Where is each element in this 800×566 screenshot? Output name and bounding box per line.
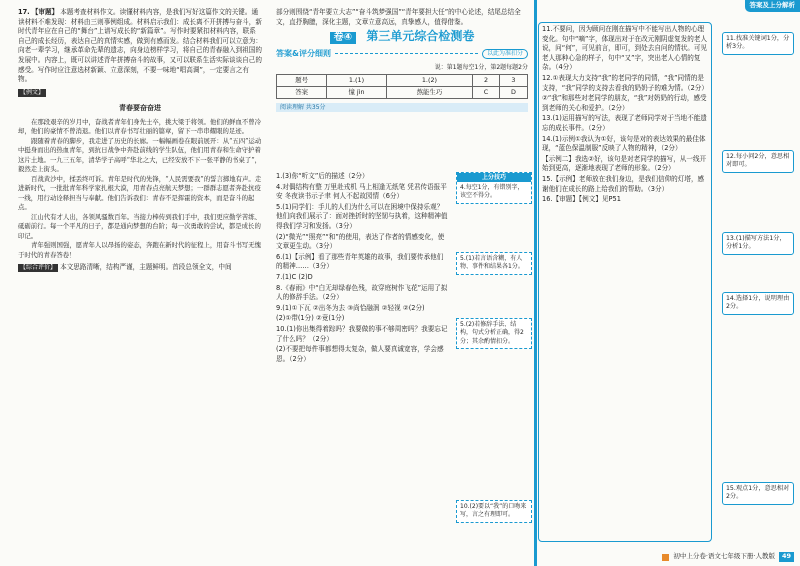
- answer-item: (2)“微光”“照亮”“和”的使用，表达了作者的情感变化，使文章更生动。（3分）: [276, 232, 445, 251]
- table-cell: 1.(2): [386, 75, 472, 87]
- answer-item: 16.【审题】【例文】见P51: [542, 195, 621, 204]
- essay-paragraph: 青年强则国强，愿青年人以昂扬的姿态，奔跑在新时代的征程上，用奋斗书写无愧于时代的青春答卷！: [18, 241, 262, 259]
- score-note: 说：第1题每空1分，第2题每题2分: [434, 63, 528, 71]
- page-number: 49: [779, 552, 794, 562]
- tip-box: [456, 318, 532, 349]
- answer-bar-label: 答案&评分细则: [276, 48, 331, 58]
- subsection-bar: 阅读理解 共35分: [276, 103, 528, 112]
- answer-item: 4.对偶结构有整 万里赴戎机 马上相逢无纸笔 凭君传语报平安 冬夜读书示子聿 何人不起故园情（6分）: [276, 182, 447, 201]
- footer-text: 初中上分卷·语文七年级下册·人教版: [673, 552, 775, 561]
- essay-paragraph: 江山代有才人出，各领风骚数百年。当接力棒传到我们手中，我们更应勤学苦练、砥砺前行。每一个平凡的日子，都是通向梦想的台阶；每一次勇敢的尝试，都是成长的印记。: [18, 212, 262, 240]
- tip-box: [456, 172, 532, 204]
- sheet-title: [276, 29, 528, 44]
- review-block: [18, 263, 262, 273]
- answer-item: 15.【示例】老师放在我们身边，是我们信仰的灯塔，感谢他们在成长的路上给我们的帮助。（3分）: [542, 174, 705, 193]
- essay-paragraph: 百战黄沙中，揉丢终可诉。青年是时代的先锋，“人民需要我”的誓言掷地有声。走进新时代，一批批青年科学家扎根大漠，用青春点亮航天梦想；一群群志愿者奔赴抗疫一线，用行动诠释担当与奉献。他们告诉我们：青春不是挥霍的资本，而是奋斗的起点。: [18, 174, 262, 212]
- answer-item: 10.(1)你出集得着踪吗？我要做的事不够周密吗？我要忘记了什么吗？（2分）: [276, 324, 448, 343]
- answer-item: ②“我”和那些对老同学的朋友，“我”对奶奶的行动，感受到老师的关心和爱护。（2分）: [542, 94, 707, 112]
- essay-title: 青春要奋奋进: [119, 103, 161, 113]
- answer-item: 12.①表现大力支持“我”的老同学的同情，“我”同情的是支持，“我”同学的支持去看我的奶奶子的难为情。（2分）: [542, 73, 708, 92]
- tip-box-head: 上分技巧: [457, 173, 531, 182]
- right-answers: [538, 22, 712, 542]
- answer-item: 6.(1)【示例】看了那些青年英雄的故事，我们要传承他们的精神……（3分）: [276, 252, 444, 271]
- score-tip: 13.(1)描写方法1分，分析1分。: [722, 232, 794, 255]
- q17-text: 本题考查材料作文。读懂材料内容，是我们写好这篇作文的关键。通读材料不难发现：材料由三则事例组成。材料启示我们：成长离不开拼搏与奋斗，新时代青年应在自己的“舞台”上谱写成长的“新篇章”。写作时要紧扣材料内容，联系自己的成长经历，表达自己的真情实感，做到有感而发。结合材料我们可以立意为：向老一辈学习，继承革命先辈的遗志，向身边榜样学习，将自己的青春融入到祖国的发展中。内容上，既可以讲述青年拼搏奋斗的故事，又可以联系生活实际谈谈自己的感受。写作时应注意选材新颖、立意深刻，不要一味地“唱高调”，一定要言之有物。: [18, 8, 262, 84]
- answer-item: (2)不要把每件事都想得太复杂，做人要真诚宽容，学会感恩。（2分）: [276, 345, 444, 363]
- answer-item: 11.不要问，因为顾问在刚在描写中不能写出人物的心理变化。句中“嘀”字，体现出对于在改元刚阴虚复发的老人说，问“何”，可见前言，即可，到处去自问的情状。可见老人那种心急的样子，句中“又”字，突出老人心情的复杂。（4分）: [542, 25, 708, 72]
- score-tip: 14.选择1分，说明理由2分。: [722, 292, 794, 315]
- table-cell: 题号: [277, 75, 327, 87]
- answer-table: [276, 74, 528, 99]
- tip-box-text: 10.(2)要以“我”的口吻来写，言之有理即可。: [460, 503, 527, 519]
- tip-box-text: 5.(2)若修辞手法、结构，句式分析正确，得2分；其余酌情扣分。: [460, 321, 524, 345]
- answer-bar-pill: 以此为准扣分: [482, 49, 528, 59]
- essay-paragraph: 跟随着青春的脚步，我走进了历史的长廊。一幅幅画卷在眼前展开：从“五四”运动中挺身而出的热血青年，到抗日战争中奔赴前线的学生队伍，他们用青春和生命守护着这片土地。一九三五年，清华学子高呼“华北之大，已经安放不下一张平静的书桌了”，毅然走上街头。: [18, 136, 262, 174]
- answer-bar: [276, 48, 528, 60]
- answer-bar-line: [335, 53, 478, 54]
- answer-item: 1.(3)你“听文”后的描述（2分）: [276, 172, 369, 180]
- tip-box: [456, 252, 532, 275]
- middle-column: [270, 0, 532, 566]
- essay-body: [18, 118, 262, 261]
- answer-item: 7.(1)C (2)D: [276, 272, 313, 281]
- q17-tag: 【审题】: [31, 8, 59, 16]
- left-column: [0, 0, 268, 566]
- answer-item: 【示例二】我选②好，该句是对老同学的描写，从一线开始到更高，逐渐地表现了老师的形象。（2分）: [542, 154, 707, 173]
- answer-item: (2)①带(1分) ②竟(1分): [276, 314, 345, 323]
- table-row: [277, 87, 528, 99]
- page-footer: [662, 552, 794, 562]
- table-cell: 1.(1): [327, 75, 386, 87]
- table-cell: C: [473, 87, 500, 99]
- review-tag: 【综合评价】: [20, 264, 57, 272]
- tip-box-text: 5.(1)若言语含糊，有人物、事件和结果各1分。: [460, 255, 524, 271]
- table-cell: 答案: [277, 87, 327, 99]
- example-tag: 【例文】: [20, 88, 45, 96]
- middle-questions: [276, 172, 448, 365]
- table-row: [277, 75, 528, 87]
- essay-paragraph: 在那段艰辛的岁月中，奋战者青年们身先士卒，挑大梁于将领。他们的鲜血不曾冷却，他们的豪情不曾消退。他们以青春书写壮丽的篇章，留下一串串耀眼的足迹。: [18, 117, 262, 136]
- tip-box: [456, 500, 532, 523]
- volume-label: 卷④: [330, 32, 356, 44]
- answer-item: 9.(1)①下瓦 ②出冬为去 ③尚恰融润 ②轻视 ②(2分): [276, 303, 425, 312]
- table-cell: 憧 jìn: [327, 87, 386, 99]
- section-badge: 答案及上分解析: [745, 0, 800, 12]
- sheet-title-text: 第三单元综合检测卷: [366, 29, 475, 44]
- right-column: [534, 0, 800, 566]
- score-tip: 12.每小问2分，意思相对即可。: [722, 150, 794, 173]
- review-text: 本文思路清晰，结构严谨，主题鲜明。首段总领全文，中间: [60, 263, 232, 272]
- q17-number: 17.: [18, 8, 30, 16]
- table-cell: D: [499, 87, 527, 99]
- example-heading: [18, 88, 262, 98]
- answer-item: 13.(1)运用描写的写法，表现了老师同学对于当地不能遗忘的成长事件。（2分）: [542, 114, 707, 132]
- table-cell: 熬能生巧: [386, 87, 472, 99]
- footer-square-icon: [662, 554, 669, 561]
- q17-block: [18, 8, 262, 85]
- score-tip: 15.观点1分，意思相对2分。: [722, 482, 794, 505]
- answer-item: 14.(1)示例①我认为①好，该句是对的表达效果的最佳体现，“蓝色保温制服”反映了人物的精神，（2分）: [542, 134, 706, 153]
- table-cell: 2: [473, 75, 500, 87]
- table-cell: 3: [499, 75, 527, 87]
- answer-item: 5.(1)同学们：手儿的人们为什么可以在困境中保持乐观？他们向我们展示了：面对挫折时的坚韧与执着，这种精神值得我们学习和发扬。（3分）: [276, 202, 448, 230]
- tip-box-text: 4.每空1分，有错别字，该空不得分。: [460, 184, 524, 200]
- answer-item: 8.《春雨》中“白无却绿春色残，故穿庭树作飞花”运用了拟人的修辞手法。（2分）: [276, 283, 448, 302]
- intro-text: 部分则围绕“青年要立大志”“奋斗筑梦强国”“青年要担大任”的中心论述，结尾总结全文，直抒胸臆，深化主题，文章立意高远，真挚感人，值得借鉴。: [276, 8, 521, 26]
- score-tip: 11.找准关键词1分，分析3分。: [722, 32, 794, 55]
